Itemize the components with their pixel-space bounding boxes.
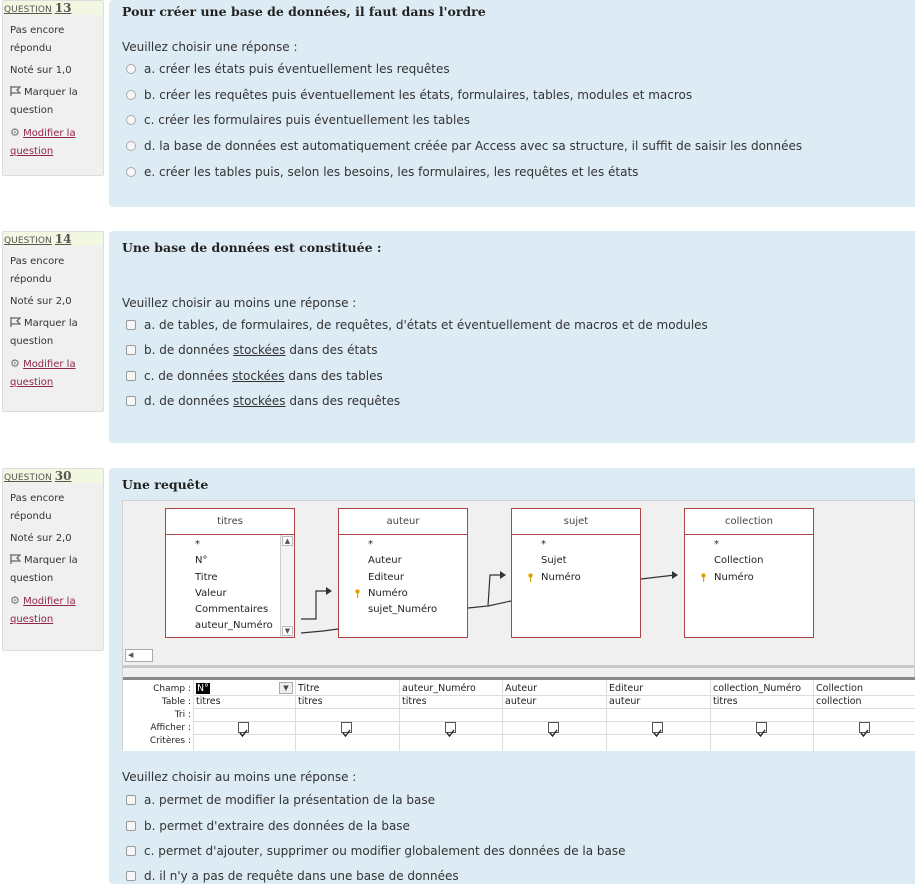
table-field[interactable]: auteur_Numéro [195,620,273,632]
grid-label: Critères : [149,736,191,746]
question-info-30 [2,468,104,651]
question-grade: Noté sur 2,0 [10,533,72,544]
flag-icon [10,554,21,564]
grid-table-cell[interactable]: titres [402,696,427,707]
checkbox[interactable] [126,871,136,881]
checkbox[interactable] [126,821,136,831]
question-grade: Noté sur 2,0 [10,296,72,307]
checkbox[interactable] [126,371,136,381]
grid-label: Afficher : [150,723,191,733]
table-field[interactable]: * [368,539,373,550]
table-field[interactable]: Valeur [195,587,227,599]
answer-option[interactable]: c. créer les formulaires puis éventuellement les tables [126,113,470,127]
show-checkbox-checked[interactable] [756,722,767,733]
radio-button[interactable] [126,167,136,177]
checkbox[interactable] [126,795,136,805]
pane-splitter[interactable] [123,665,914,668]
question-info-14 [2,231,104,412]
edit-question-link[interactable]: ⚙ Modifier la question [10,594,76,625]
answer-option[interactable]: a. de tables, de formulaires, de requêtes, d'états et éventuellement de macros et de modules [126,318,708,332]
answer-option[interactable]: d. il n'y a pas de requête dans une base de données [126,869,459,883]
question-content-14 [109,231,915,443]
table-field[interactable]: Sujet [541,555,567,567]
grid-field-cell[interactable]: Editeur [609,683,644,694]
answer-option[interactable]: a. permet de modifier la présentation de la base [126,793,435,807]
checkbox[interactable] [126,846,136,856]
radio-button[interactable] [126,90,136,100]
grid-field-cell[interactable]: N° [197,683,209,694]
answer-prompt: Veuillez choisir une réponse : [122,40,298,54]
table-title: sujet [512,509,640,535]
question-number: QUESTION 30 [3,469,103,483]
checkbox[interactable] [126,396,136,406]
radio-button[interactable] [126,115,136,125]
show-checkbox-checked[interactable] [341,722,352,733]
question-number: QUESTION 13 [3,1,103,15]
question-content-30 [109,468,915,884]
question-number: QUESTION 14 [3,232,103,246]
question-grade: Noté sur 1,0 [10,65,72,76]
table-field-key[interactable]: Numéro [512,570,640,586]
flag-icon [10,86,21,96]
table-field-key[interactable]: Numéro [339,586,467,602]
answer-prompt: Veuillez choisir au moins une réponse : [122,296,357,310]
grid-label: Champ : [153,684,191,694]
answer-option[interactable]: e. créer les tables puis, selon les besoins, les formulaires, les requêtes et les états [126,165,638,179]
grid-table-cell[interactable]: titres [713,696,738,707]
table-field-key[interactable]: Numéro [685,570,813,586]
table-field[interactable]: * [541,539,546,550]
edit-question-link[interactable]: ⚙ Modifier la question [10,357,76,388]
table-field[interactable]: Commentaires [195,604,269,616]
grid-field-cell[interactable]: collection_Numéro [713,683,802,694]
answer-option[interactable]: c. de données stockées dans des tables [126,369,383,383]
question-text: Une requête [122,477,209,492]
show-checkbox-checked[interactable] [445,722,456,733]
horizontal-scroll-left-icon[interactable]: ◀ [125,649,153,662]
grid-field-cell[interactable]: auteur_Numéro [402,683,476,694]
table-field[interactable]: * [714,539,719,550]
question-info-13 [2,0,104,176]
table-field[interactable]: sujet_Numéro [368,604,438,616]
grid-table-cell[interactable]: titres [298,696,323,707]
flag-icon [10,317,21,327]
table-field[interactable]: Collection [714,555,764,567]
table-title: collection [685,509,813,535]
grid-label: Tri : [174,710,191,720]
show-checkbox-checked[interactable] [238,722,249,733]
gear-icon: ⚙ [10,126,20,139]
checkbox[interactable] [126,320,136,330]
grid-label: Table : [161,697,191,707]
answer-option[interactable]: b. permet d'extraire des données de la base [126,819,410,833]
grid-table-cell[interactable]: titres [196,696,221,707]
table-field[interactable]: Titre [195,571,218,583]
table-title: auteur [339,509,467,535]
answer-option[interactable]: a. créer les états puis éventuellement les requêtes [126,62,450,76]
table-title: titres [166,509,294,535]
flag-question-link[interactable]: Marquer la question [10,555,78,584]
question-status: Pas encore répondu [10,493,65,522]
radio-button[interactable] [126,64,136,74]
table-field[interactable]: N° [195,555,208,567]
question-text: Une base de données est constituée : [122,240,382,255]
question-content-13 [109,0,915,207]
gear-icon: ⚙ [10,357,20,370]
table-field[interactable]: * [195,539,200,550]
show-checkbox-checked[interactable] [652,722,663,733]
scroll-down-icon[interactable]: ▼ [282,626,293,636]
grid-table-cell[interactable]: collection [816,696,862,707]
grid-field-cell[interactable]: Auteur [505,683,538,694]
query-design-window [122,500,915,750]
answer-option[interactable]: b. créer les requêtes puis éventuellement les états, formulaires, tables, modules et macros [126,88,692,102]
edit-question-link[interactable]: ⚙ Modifier la question [10,126,76,157]
gear-icon: ⚙ [10,594,20,607]
question-status: Pas encore répondu [10,256,65,285]
relationship-lines [123,501,915,677]
flag-question-link[interactable]: Marquer la question [10,87,78,116]
checkbox[interactable] [126,345,136,355]
flag-question-link[interactable]: Marquer la question [10,318,78,347]
radio-button[interactable] [126,141,136,151]
scroll-up-icon[interactable]: ▲ [282,536,293,546]
answer-option[interactable]: d. de données stockées dans des requêtes [126,394,400,408]
grid-field-cell[interactable]: Collection [816,683,863,694]
show-checkbox-checked[interactable] [859,722,870,733]
grid-table-cell[interactable]: auteur [609,696,641,707]
answer-option[interactable]: c. permet d'ajouter, supprimer ou modifier globalement des données de la base [126,844,626,858]
answer-prompt: Veuillez choisir au moins une réponse : [122,770,357,784]
chevron-down-icon[interactable]: ▼ [279,682,293,694]
answer-option[interactable]: b. de données stockées dans des états [126,343,377,357]
query-grid [123,677,915,751]
table-field[interactable]: Editeur [368,571,404,583]
grid-field-cell[interactable]: Titre [298,683,320,694]
question-text: Pour créer une base de données, il faut dans l'ordre [122,4,486,19]
grid-table-cell[interactable]: auteur [505,696,537,707]
show-checkbox-checked[interactable] [548,722,559,733]
question-status: Pas encore répondu [10,25,65,54]
table-field[interactable]: Auteur [368,555,402,567]
answer-option[interactable]: d. la base de données est automatiquement créée par Access avec sa structure, il suffit de saisir les données [126,139,802,153]
